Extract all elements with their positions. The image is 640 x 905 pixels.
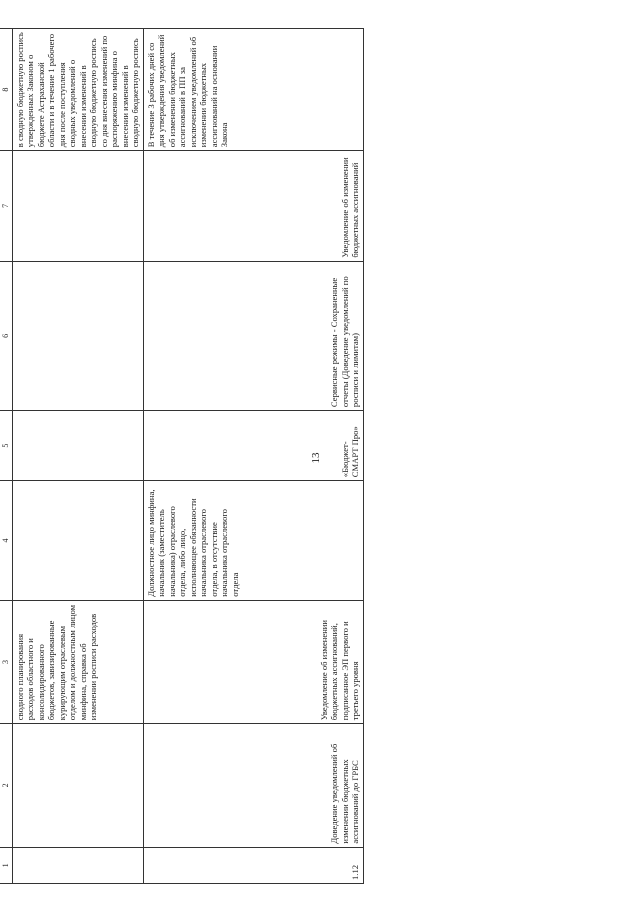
continuation-deadline-cell: в сводную бюджетную роспись утвержденных Законом о бюджете Астраханской области и в течение 1 рабочего дня после поступления сводных уведомлений о внесении изменений в сводную бюджетную роспись со дня внесения изменений по распоряжению минфина о внесении изменений в сводную бюджетную роспись — [13, 29, 144, 151]
col-number: 1 — [0, 847, 13, 883]
col-number: 6 — [0, 261, 13, 410]
operation-output: Уведомление об изменении бюджетных ассигнований — [143, 151, 363, 261]
table-cell — [13, 411, 144, 481]
col-number: 4 — [0, 481, 13, 601]
col-number: 7 — [0, 151, 13, 261]
continuation-documents-cell: сводного планирования расходов областного и консолидированного бюджетов, завизированные курирующим отраслевым отделом и должностным лицом минфина, справка об изменении росписи расходов — [13, 600, 144, 723]
table-cell — [13, 151, 144, 261]
operation-number: 1.12 — [143, 847, 363, 883]
col-number: 5 — [0, 411, 13, 481]
operations-table — [0, 28, 364, 884]
operation-name: Доведение уведомлений об изменении бюджетных ассигнований до ГРБС — [143, 724, 363, 847]
continuation-row — [13, 29, 144, 884]
rotated-table-page — [0, 28, 372, 884]
operation-executor: Должностное лицо минфина, начальник (заместитель начальника) отраслевого отдела, либо лицо, исполняющее обязанности начальника отраслевого отдела, в отсутствие начальника отраслевого отдела — [143, 481, 363, 601]
operation-documents: Уведомление об изменении бюджетных ассигнований, подписанное ЭП первого и третьего уровня — [143, 600, 363, 723]
operation-module: Сервисные режимы - Сохраненные отчеты (Доведение уведомлений по росписи и лимитам) — [143, 261, 363, 410]
col-number: 8 — [0, 29, 13, 151]
page-number: 13 — [310, 452, 322, 464]
table-cell — [13, 481, 144, 601]
operation-mode: «Бюджет-СМАРТ Про» — [143, 411, 363, 481]
operation-deadline: В течение 3 рабочих дней со дня утверждения уведомлений об изменении бюджетных ассигнований в ПП за исключением уведомлений об изменении бюджетных ассигнований на основании Закона — [143, 29, 363, 151]
column-number-row — [0, 29, 13, 884]
col-number: 3 — [0, 600, 13, 723]
table-cell — [13, 261, 144, 410]
operation-row — [143, 29, 363, 884]
table-cell — [13, 724, 144, 847]
table-cell — [13, 847, 144, 883]
col-number: 2 — [0, 724, 13, 847]
